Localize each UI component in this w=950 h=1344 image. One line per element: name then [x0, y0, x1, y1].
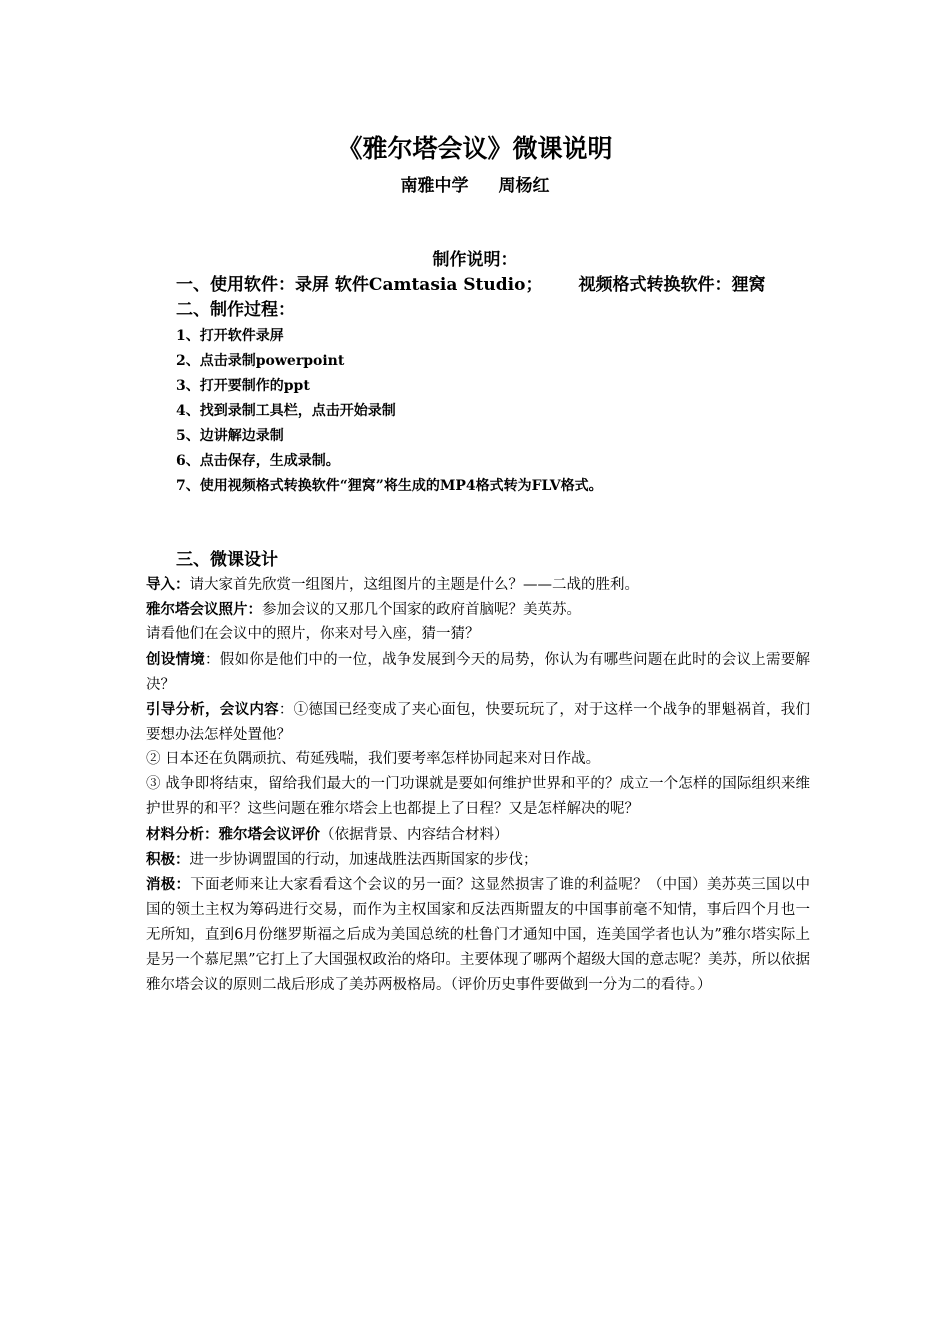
scene-text: ：假如你是他们中的一位，战争发展到今天的局势，你认为有哪些问题在此时的会议上需要解决？ [146, 652, 810, 693]
positive-text: 进一步协调盟国的行动，加速战胜法西斯国家的步伐； [189, 852, 538, 868]
paragraph-material [146, 822, 810, 848]
paragraph-guide [146, 697, 810, 748]
step-item: 4、找到录制工具栏，点击开始录制 [176, 403, 396, 419]
section-software-right: 视频格式转换软件：狸窝 [578, 275, 766, 295]
paragraph-positive [146, 847, 810, 873]
section-process-heading: 二、制作过程： [176, 300, 295, 320]
section-software-left: 一、使用软件：录屏 软件Camtasia Studio； [176, 275, 543, 295]
paragraph-seat: 请看他们在会议中的照片，你来对号入座，猜一猜？ [146, 626, 480, 642]
step-item: 3、打开要制作的ppt [176, 378, 310, 394]
guide-label: 引导分析，会议内容 [146, 701, 279, 718]
paragraph-negative [146, 872, 810, 998]
school-name: 南雅中学 [400, 176, 469, 196]
material-label: 材料分析：雅尔塔会议评价 [146, 826, 320, 843]
intro-label: 导入： [146, 576, 190, 593]
photo-text: 参加会议的又那几个国家的政府首脑呢？美英苏。 [262, 602, 581, 618]
negative-label: 消极： [146, 876, 191, 893]
paragraph-scene [146, 647, 810, 698]
paragraph-intro [146, 572, 810, 598]
author-name: 周杨红 [498, 176, 550, 196]
intro-text: 请大家首先欣赏一组图片，这组图片的主题是什么？——二战的胜利。 [189, 577, 639, 593]
paragraph-photo [146, 597, 810, 623]
document-title: 《雅尔塔会议》微课说明 [337, 134, 613, 163]
section-software [176, 273, 765, 297]
step-item: 2、点击录制powerpoint [176, 353, 345, 369]
section-design-heading: 三、微课设计 [176, 550, 278, 570]
step-item: 6、点击保存，生成录制。 [176, 453, 340, 469]
paragraph-un: ③ 战争即将结束，留给我们最大的一门功课就是要如何维护世界和平的？成立一个怎样的国际组织来维护世界的和平？这些问题在雅尔塔会上也都提上了日程？又是怎样解决的呢？ [146, 776, 810, 817]
author-line [0, 174, 950, 198]
step-item: 7、使用视频格式转换软件“狸窝”将生成的MP4格式转为FLV格式。 [176, 478, 603, 494]
photo-label: 雅尔塔会议照片： [146, 601, 262, 618]
paragraph-japan: ② 日本还在负隅顽抗、苟延残喘，我们要考率怎样协同起来对日作战。 [146, 751, 601, 767]
material-text: （依据背景、内容结合材料） [320, 827, 509, 843]
guide-text: ：①德国已经变成了夹心面包，快要玩玩了，对于这样一个战争的罪魁祸首，我们要想办法怎样处置他？ [146, 702, 811, 743]
positive-label: 积极： [146, 851, 190, 868]
negative-text: 下面老师来让大家看看这个会议的另一面？这显然损害了谁的利益呢？（中国）美苏英三国以中国的领土主权为筹码进行交易，而作为主权国家和反法西斯盟友的中国事前毫不知情，事后四个月也一无所知，直到6月份继罗斯福之后成为美国总统的杜鲁门才通知中国，连美国学者也认为”雅尔塔实际上是另一个慕尼黑”它打上了大国强权政治的烙印。主要体现了哪两个超级大国的意志呢？美苏，所以依据雅尔塔会议的原则二战后形成了美苏两极格局。（评价历史事件要做到一分为二的看待。） [146, 877, 811, 993]
production-heading: 制作说明： [432, 250, 518, 270]
step-item: 1、打开软件录屏 [176, 328, 284, 344]
step-item: 5、边讲解边录制 [176, 428, 284, 444]
scene-label: 创设情境 [146, 651, 206, 668]
